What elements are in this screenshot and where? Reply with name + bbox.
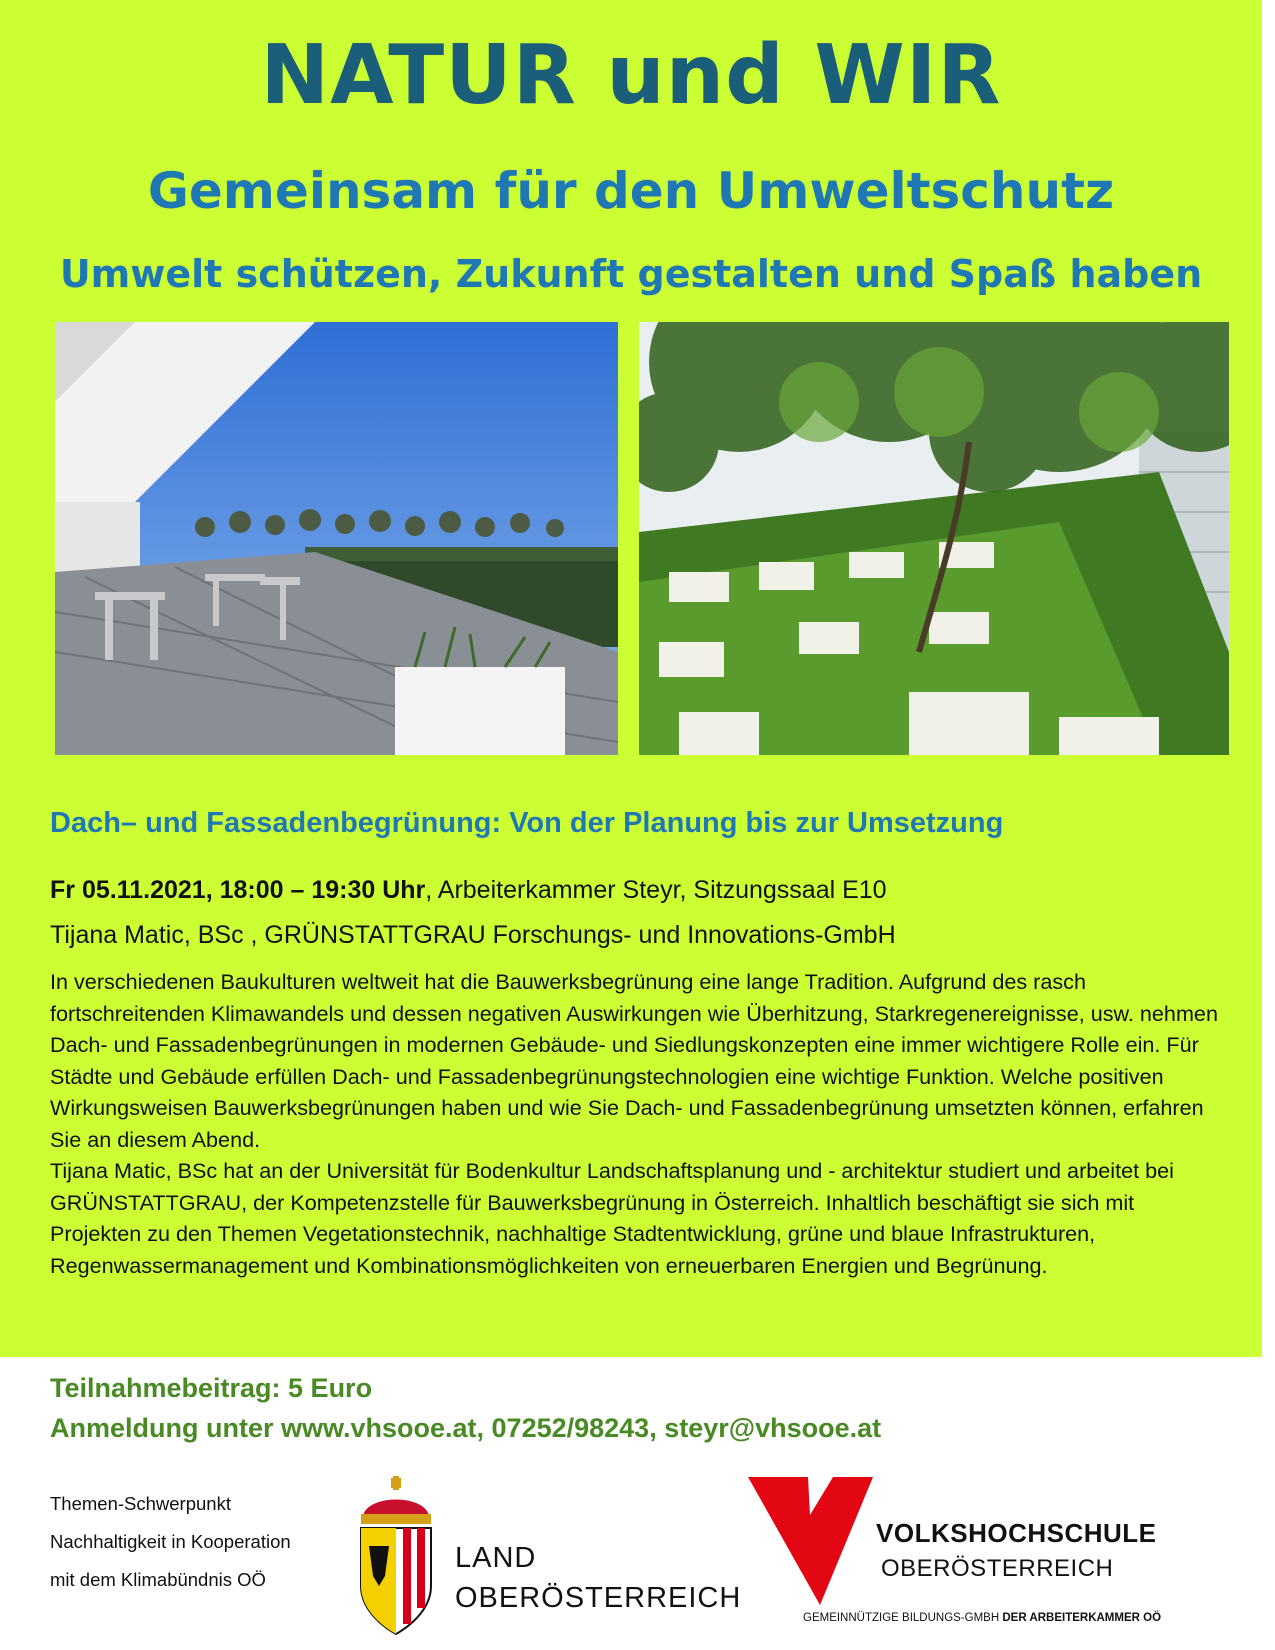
vhs-name: VOLKSHOCHSCHULE xyxy=(876,1518,1157,1548)
theme-note xyxy=(50,1485,291,1599)
event-location: , Arbeiterkammer Steyr, Sitzungssaal E10 xyxy=(425,876,887,904)
event-description-block xyxy=(50,966,1225,1281)
land-ooe-logo xyxy=(355,1476,755,1636)
theme-line: Nachhaltigkeit in Kooperation xyxy=(50,1531,291,1552)
speaker-bio: Tijana Matic, BSc hat an der Universität für Bodenkultur Landschaftsplanung und - architektur studiert und arbeitet bei GRÜNSTATTGRAU, der Kompetenzstelle für Bauwerksbegrünung in Österreich. Inhaltlich beschäftigt sie sich mit Projekten zu den Themen Vegetationstechnik, nachhaltige Stadtentwicklung, grüne und blaue Infrastrukturen, Regenwassermanagement und Kombinationsmöglichkeiten von erneuerbaren Energien und Begrünung. xyxy=(50,1158,1174,1278)
main-title: NATUR und WIR xyxy=(260,28,1002,123)
vhs-footnote xyxy=(803,1612,1161,1624)
page-edge xyxy=(1262,0,1275,1357)
subtitle: Gemeinsam für den Umweltschutz xyxy=(147,162,1115,220)
event-description: In verschiedenen Baukulturen weltweit hat die Bauwerksbegrünung eine lange Tradition. Aufgrund des rasch fortschreitenden Klimawandels und dessen negativen Auswirkungen wie Überhitzung, Starkregenereignisse, usw. nehmen Dach- und Fassadenbegrünungen in modernen Gebäude- und Siedlungskonzepten eine immer wichtigere Rolle ein. Für Städte und Gebäude erfüllen Dach- und Fassadenbegrünungstechnologien eine wichtige Funktion. Welche positiven Wirkungsweisen Bauwerksbegrünungen haben und wie Sie Dach- und Fassadenbegrünung umsetzten können, erfahren Sie an diesem Abend. xyxy=(50,969,1218,1152)
vhs-foot-bold: DER ARBEITERKAMMER OÖ xyxy=(1002,1612,1162,1624)
land-line2: OBERÖSTERREICH xyxy=(455,1582,742,1614)
event-speaker: Tijana Matic, BSc , GRÜNSTATTGRAU Forschungs- und Innovations-GmbH xyxy=(50,921,896,949)
registration-info: Anmeldung unter www.vhsooe.at, 07252/98243, steyr@vhsooe.at xyxy=(50,1413,882,1443)
land-ooe-text xyxy=(455,1538,741,1618)
vhs-foot-regular: GEMEINNÜTZIGE BILDUNGS-GMBH xyxy=(803,1612,1003,1624)
vhs-logo xyxy=(748,1475,1188,1635)
theme-line: mit dem Klimabündnis OÖ xyxy=(50,1569,266,1590)
tagline: Umwelt schützen, Zukunft gestalten und Spaß haben xyxy=(59,252,1203,296)
vhs-triangle-icon xyxy=(748,1475,878,1635)
event-datetime-location xyxy=(50,876,887,905)
green-facade-photo xyxy=(639,322,1229,755)
roof-terrace-photo xyxy=(55,322,618,755)
participation-fee: Teilnahmebeitrag: 5 Euro xyxy=(50,1373,373,1403)
vhs-region: OBERÖSTERREICH xyxy=(881,1555,1114,1582)
event-title: Dach– und Fassadenbegrünung: Von der Planung bis zur Umsetzung xyxy=(50,807,1004,839)
land-line1: LAND xyxy=(455,1542,537,1574)
theme-line: Themen-Schwerpunkt xyxy=(50,1493,231,1514)
coat-of-arms-icon xyxy=(355,1476,437,1636)
event-datetime: Fr 05.11.2021, 18:00 – 19:30 Uhr xyxy=(50,876,426,904)
